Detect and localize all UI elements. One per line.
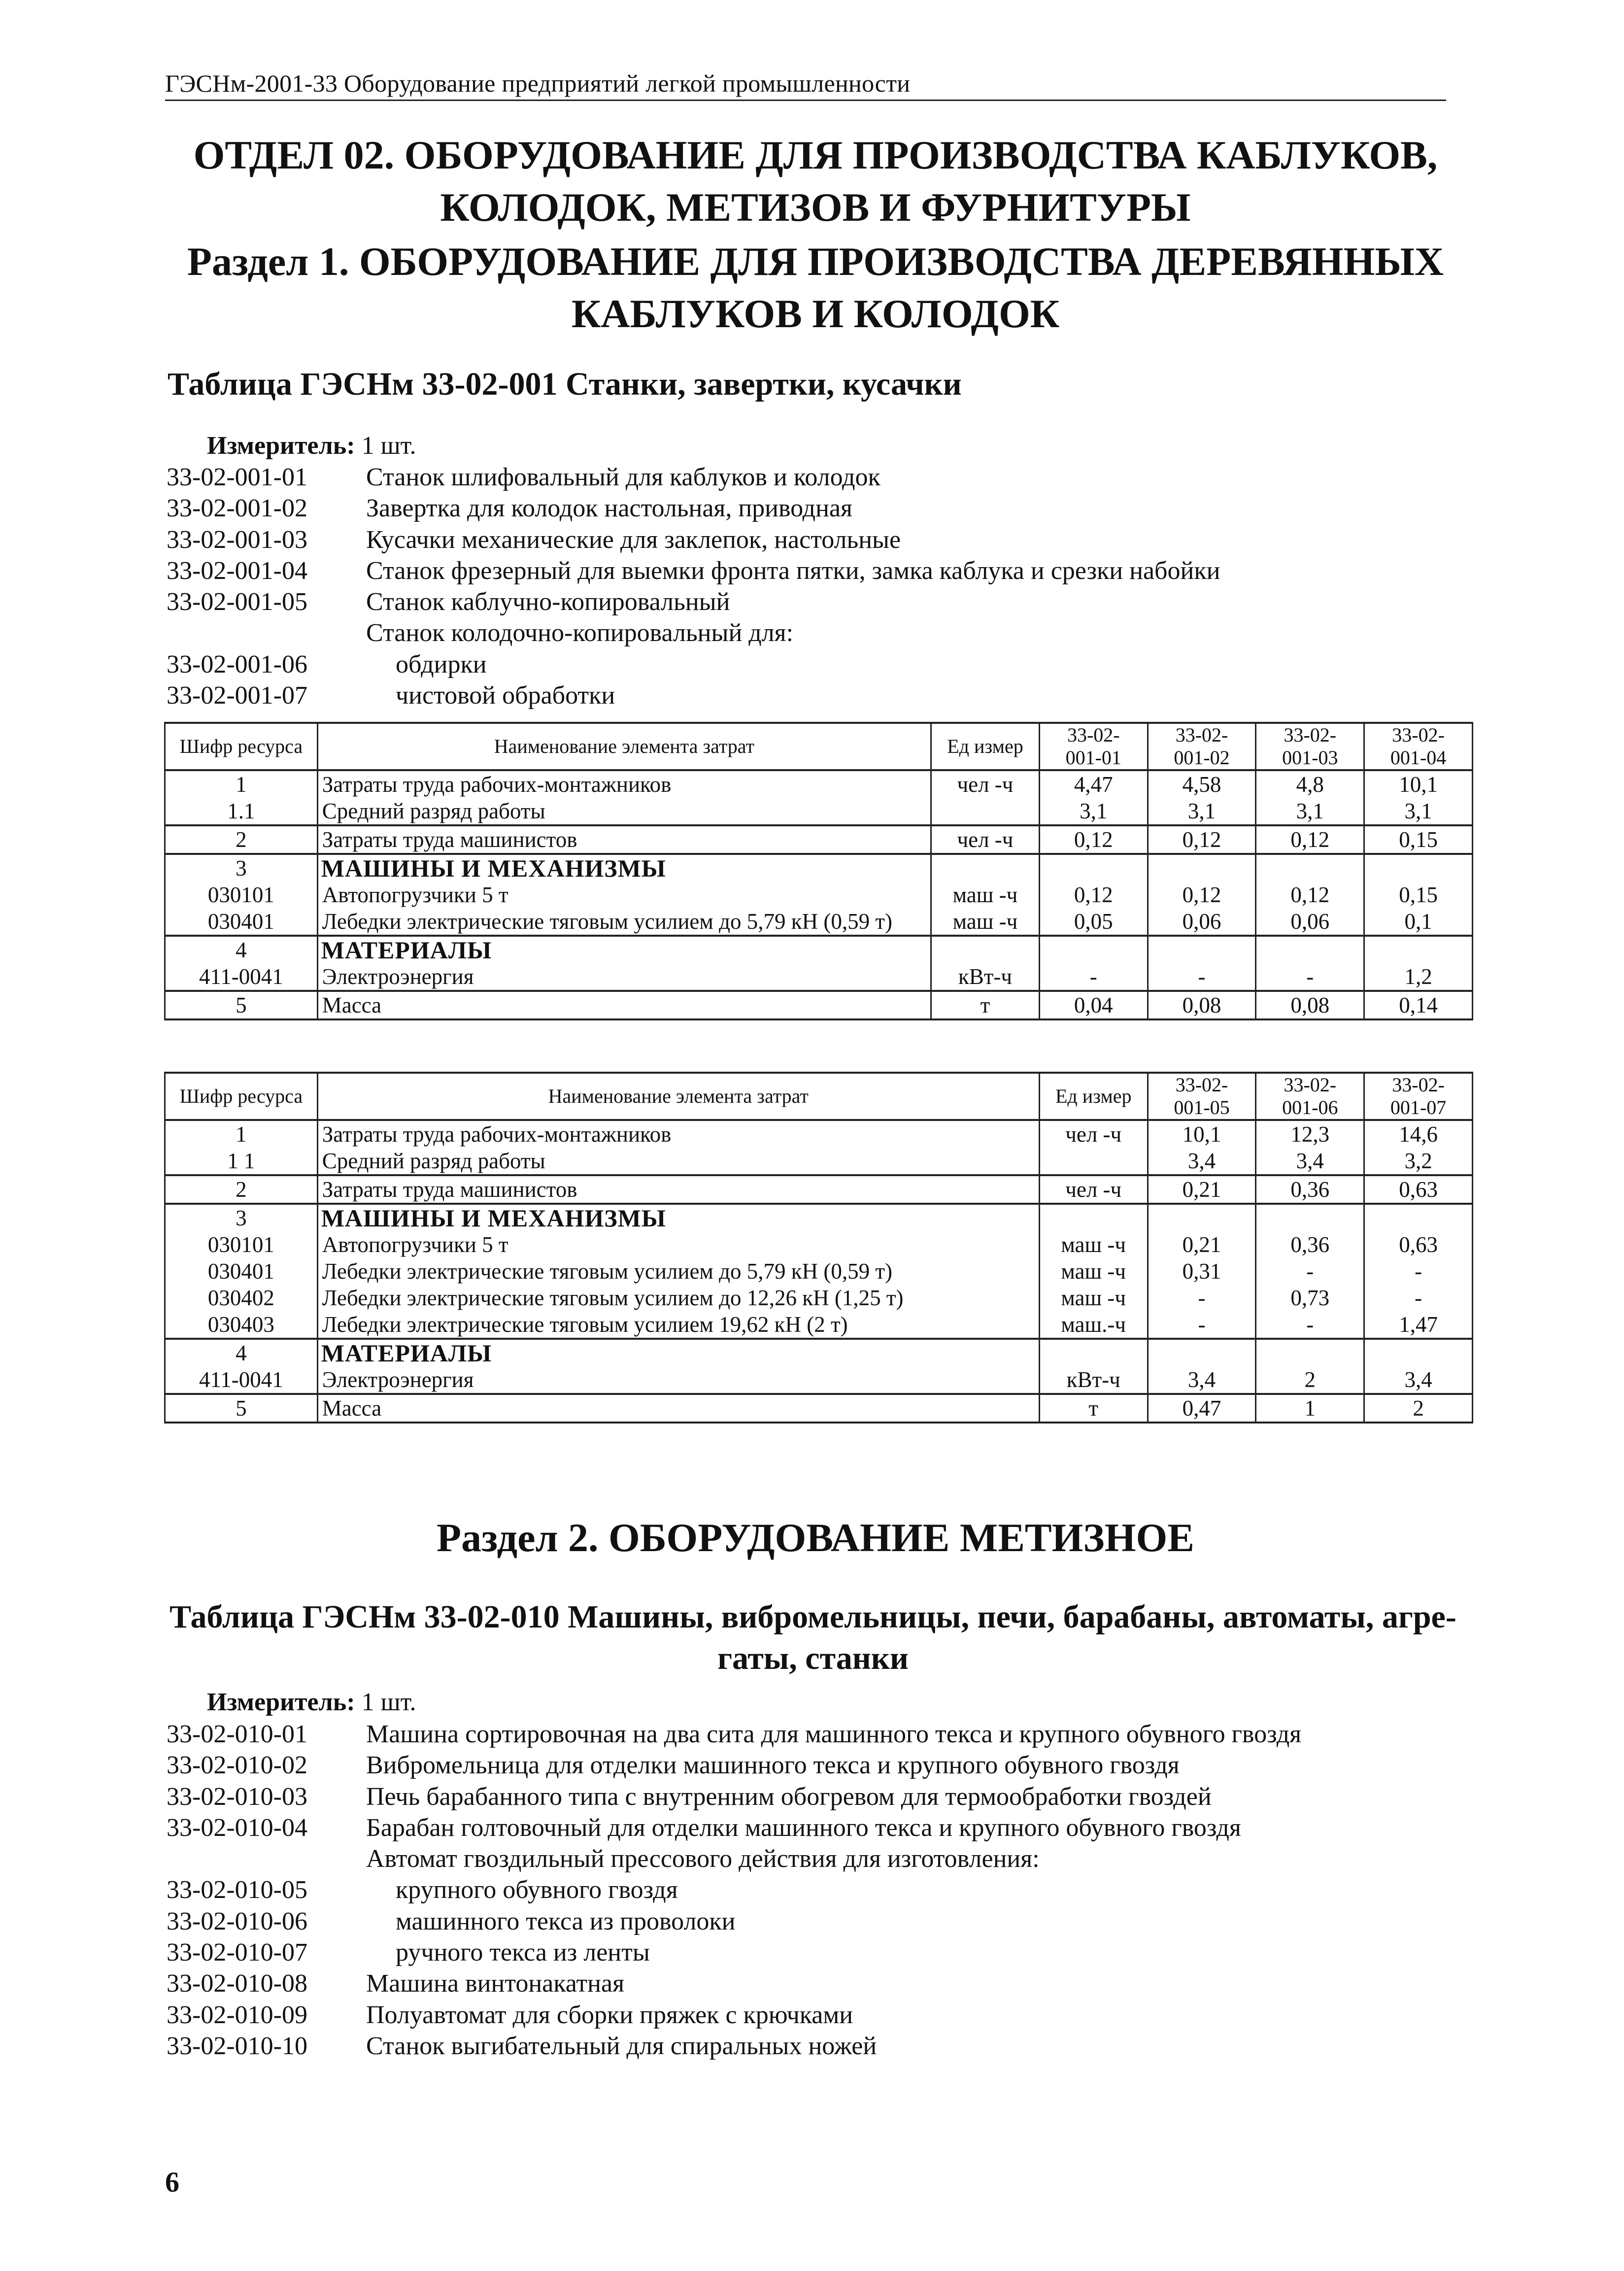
measure-label: Измеритель:: [207, 1688, 355, 1716]
cost-element-name: Затраты труда рабочих-монтажников: [317, 1120, 1039, 1148]
item-code: 33-02-010-05: [167, 1876, 307, 1904]
item-code: 33-02-001-07: [167, 681, 307, 710]
unit: т: [931, 991, 1040, 1019]
table-header-row: [165, 1073, 1473, 1120]
header-norm-code: [1148, 723, 1256, 770]
table-row: [165, 1258, 1473, 1285]
norm-value: 1,2: [1364, 963, 1473, 991]
resource-code: 4: [165, 936, 318, 963]
norm-value: -: [1364, 1285, 1473, 1311]
item-description: чистовой обработки: [396, 681, 615, 710]
table-row: [165, 854, 1473, 881]
norm-value: 0,36: [1256, 1231, 1364, 1258]
norm-value: [1148, 1204, 1256, 1231]
norm-value: 3,1: [1256, 798, 1364, 825]
cost-element-name: Электроэнергия: [317, 1366, 1039, 1394]
item-code: [167, 617, 366, 648]
unit: кВт-ч: [1039, 1366, 1148, 1394]
norm-value: 2: [1364, 1394, 1473, 1423]
header-norm-code-line: 33-02-: [1392, 1074, 1445, 1096]
cost-element-name: Лебедки электрические тяговым усилием до 12,26 кН (1,25 т): [317, 1285, 1039, 1311]
item-list-33-02-010: [167, 1719, 1301, 2062]
item-description: машинного текса из проволоки: [396, 1907, 736, 1935]
norm-value: 0,12: [1256, 881, 1364, 908]
list-item: [167, 524, 1220, 555]
norm-value: 12,3: [1256, 1120, 1364, 1148]
table-row: [165, 1175, 1473, 1204]
table-row: [165, 825, 1473, 854]
resource-code: 1.1: [165, 798, 318, 825]
table-row: [165, 908, 1473, 936]
resource-code: 4: [165, 1339, 318, 1366]
header-norm-code: [1039, 723, 1148, 770]
norm-value: 0,08: [1148, 991, 1256, 1019]
header-code: Шифр ресурса: [165, 723, 318, 770]
unit: [1039, 1204, 1148, 1231]
unit: маш -ч: [1039, 1231, 1148, 1258]
norm-value: -: [1256, 963, 1364, 991]
table-row: [165, 936, 1473, 963]
norm-value: 0,15: [1364, 825, 1473, 854]
unit: маш -ч: [1039, 1285, 1148, 1311]
norm-value: -: [1256, 1258, 1364, 1285]
norm-value: 10,1: [1148, 1120, 1256, 1148]
cost-element-name: Лебедки электрические тяговым усилием 19,62 кН (2 т): [317, 1311, 1039, 1339]
norm-value: 3,4: [1364, 1366, 1473, 1394]
norm-value: [1148, 936, 1256, 963]
norm-value: 0,63: [1364, 1231, 1473, 1258]
item-code: 33-02-010-04: [167, 1813, 307, 1842]
norms-table-2: [164, 1072, 1473, 1424]
table-header-row: [165, 723, 1473, 770]
header-norm-code-line: 33-02-: [1392, 724, 1445, 746]
norm-value: 3,4: [1148, 1148, 1256, 1175]
norm-value: [1256, 1204, 1364, 1231]
item-description: Станок колодочно-копировальный для:: [366, 619, 794, 647]
item-description: Кусачки механические для заклепок, настольные: [366, 525, 901, 554]
item-code: [167, 1843, 366, 1874]
cost-element-name: Затраты труда рабочих-монтажников: [317, 770, 931, 798]
table-row: [165, 1231, 1473, 1258]
item-code: 33-02-010-02: [167, 1751, 307, 1780]
norm-value: [1256, 854, 1364, 881]
norm-value: [1148, 1339, 1256, 1366]
resource-code: 1 1: [165, 1148, 318, 1175]
table-33-02-001-title: Таблица ГЭСНм 33-02-001 Станки, завертки, кусачки: [168, 366, 962, 402]
norm-value: 4,47: [1039, 770, 1148, 798]
cost-element-name: МАТЕРИАЛЫ: [317, 1339, 1039, 1366]
norm-value: 0,21: [1148, 1231, 1256, 1258]
cost-element-name: МАТЕРИАЛЫ: [317, 936, 931, 963]
list-item: [167, 1843, 1301, 1874]
norm-value: 4,8: [1256, 770, 1364, 798]
norm-value: 0,12: [1039, 881, 1148, 908]
norm-value: 3,1: [1039, 798, 1148, 825]
item-description: Станок шлифовальный для каблуков и колодок: [366, 463, 880, 491]
cost-element-name: Масса: [317, 1394, 1039, 1423]
unit: маш -ч: [931, 908, 1040, 936]
header-norm-code: [1256, 723, 1364, 770]
cost-element-name: Автопогрузчики 5 т: [317, 881, 931, 908]
unit: [931, 854, 1040, 881]
norm-value: 1,47: [1364, 1311, 1473, 1339]
item-description: Автомат гвоздильный прессового действия для изготовления:: [366, 1845, 1040, 1873]
item-code: 33-02-010-01: [167, 1720, 307, 1748]
resource-code: 5: [165, 1394, 318, 1423]
norm-value: [1039, 854, 1148, 881]
header-norm-code-line: 001-07: [1390, 1096, 1447, 1119]
cost-element-name: Лебедки электрические тяговым усилием до 5,79 кН (0,59 т): [317, 908, 931, 936]
table-row: [165, 1366, 1473, 1394]
item-description: Завертка для колодок настольная, приводная: [366, 494, 852, 523]
header-norm-code-line: 33-02-: [1284, 1074, 1337, 1096]
page-number: 6: [165, 2166, 179, 2198]
table-row: [165, 1394, 1473, 1423]
norm-value: [1364, 1339, 1473, 1366]
table-row: [165, 991, 1473, 1019]
table-row: [165, 1339, 1473, 1366]
norm-value: 0,12: [1148, 881, 1256, 908]
list-item: [167, 1781, 1301, 1812]
header-norm-code-line: 001-04: [1390, 746, 1447, 769]
resource-code: 3: [165, 854, 318, 881]
unit: маш.-ч: [1039, 1311, 1148, 1339]
norm-value: 3,1: [1148, 798, 1256, 825]
department-title-line-1: ОТДЕЛ 02. ОБОРУДОВАНИЕ ДЛЯ ПРОИЗВОДСТВА КАБЛУКОВ,: [193, 133, 1438, 177]
item-code: 33-02-001-01: [167, 463, 307, 491]
unit: кВт-ч: [931, 963, 1040, 991]
list-item: [167, 1750, 1301, 1781]
norm-value: [1039, 936, 1148, 963]
cost-element-name: Электроэнергия: [317, 963, 931, 991]
header-norm-code-line: 001-01: [1065, 746, 1121, 769]
norm-value: [1364, 936, 1473, 963]
item-description: крупного обувного гвоздя: [396, 1876, 678, 1904]
header-norm-code-line: 001-06: [1282, 1096, 1338, 1119]
item-code: 33-02-010-10: [167, 2032, 307, 2060]
header-name: Наименование элемента затрат: [317, 723, 931, 770]
item-code: 33-02-001-03: [167, 525, 307, 554]
norms-table-1: [164, 722, 1473, 1020]
section-2-title: Раздел 2. ОБОРУДОВАНИЕ МЕТИЗНОЕ: [437, 1515, 1194, 1560]
item-code: 33-02-001-04: [167, 556, 307, 585]
norm-value: 0,14: [1364, 991, 1473, 1019]
norm-value: [1364, 854, 1473, 881]
norm-value: 0,12: [1256, 825, 1364, 854]
unit: чел -ч: [931, 825, 1040, 854]
cost-element-name: Масса: [317, 991, 931, 1019]
item-description: Машина сортировочная на два сита для машинного текса и крупного обувного гвоздя: [366, 1720, 1302, 1748]
item-code: 33-02-010-07: [167, 1938, 307, 1967]
item-description: Машина винтонакатная: [366, 1969, 625, 1998]
list-item: [167, 2031, 1301, 2062]
norm-value: 0,1: [1364, 908, 1473, 936]
section-1-title: [165, 236, 1466, 340]
item-description: Станок каблучно-копировальный: [366, 588, 730, 616]
norm-value: 0,63: [1364, 1175, 1473, 1204]
norm-value: 2: [1256, 1366, 1364, 1394]
item-code: 33-02-010-03: [167, 1782, 307, 1811]
measure-label: Измеритель:: [207, 432, 355, 460]
norm-value: -: [1364, 1258, 1473, 1285]
item-code: 33-02-010-08: [167, 1969, 307, 1998]
header-norm-code: [1256, 1073, 1364, 1120]
norm-value: -: [1148, 1285, 1256, 1311]
table-row: [165, 1311, 1473, 1339]
norm-value: 1: [1256, 1394, 1364, 1423]
resource-code: 030101: [165, 1231, 318, 1258]
header-norm-code-line: 33-02-: [1175, 1074, 1228, 1096]
header-norm-code: [1364, 1073, 1473, 1120]
norm-value: 0,12: [1039, 825, 1148, 854]
header-norm-code: [1148, 1073, 1256, 1120]
department-title-line-2: КОЛОДОК, МЕТИЗОВ И ФУРНИТУРЫ: [440, 185, 1191, 230]
list-item: [167, 1719, 1301, 1750]
cost-element-name: Средний разряд работы: [317, 798, 931, 825]
norm-value: 0,31: [1148, 1258, 1256, 1285]
measure-line-1: [207, 431, 416, 460]
norm-value: 0,47: [1148, 1394, 1256, 1423]
list-item: [167, 1968, 1301, 1999]
norm-value: -: [1148, 963, 1256, 991]
header-norm-code-line: 33-02-: [1284, 724, 1337, 746]
table-row: [165, 1148, 1473, 1175]
norm-value: 0,73: [1256, 1285, 1364, 1311]
table-row: [165, 1285, 1473, 1311]
norm-value: -: [1039, 963, 1148, 991]
resource-code: 1: [165, 770, 318, 798]
unit: маш -ч: [931, 881, 1040, 908]
cost-element-name: МАШИНЫ И МЕХАНИЗМЫ: [317, 854, 931, 881]
list-item: [167, 680, 1220, 711]
norm-value: 0,06: [1148, 908, 1256, 936]
table-33-02-010-title: [168, 1596, 1458, 1679]
header-unit: Ед измер: [931, 723, 1040, 770]
item-description: Барабан голтовочный для отделки машинного текса и крупного обувного гвоздя: [366, 1813, 1241, 1842]
norm-value: 0,21: [1148, 1175, 1256, 1204]
header-norm-code: [1364, 723, 1473, 770]
norm-value: [1148, 854, 1256, 881]
norm-value: 0,12: [1148, 825, 1256, 854]
resource-code: 3: [165, 1204, 318, 1231]
norm-value: 0,08: [1256, 991, 1364, 1019]
header-code: Шифр ресурса: [165, 1073, 318, 1120]
norm-value: 10,1: [1364, 770, 1473, 798]
item-description: Печь барабанного типа с внутренним обогревом для термообработки гвоздей: [366, 1782, 1212, 1811]
list-item: [167, 462, 1220, 493]
norm-value: 3,4: [1148, 1366, 1256, 1394]
list-item: [167, 1937, 1301, 1968]
norm-value: 3,2: [1364, 1148, 1473, 1175]
table-33-02-010-title-line-1: Таблица ГЭСНм 33-02-010 Машины, вибромельницы, печи, барабаны, автоматы, агре-: [169, 1599, 1456, 1635]
item-description: Вибромельница для отделки машинного текса и крупного обувного гвоздя: [366, 1751, 1180, 1780]
unit: чел -ч: [1039, 1120, 1148, 1148]
running-header: ГЭСНм-2001-33 Оборудование предприятий легкой промышленности: [165, 69, 1446, 101]
item-description: обдирки: [396, 650, 487, 678]
cost-element-name: Затраты труда машинистов: [317, 1175, 1039, 1204]
norm-value: 0,36: [1256, 1175, 1364, 1204]
item-list-33-02-001: [167, 462, 1220, 711]
norm-value: [1256, 1339, 1364, 1366]
department-title: [165, 129, 1466, 234]
header-norm-code-line: 001-05: [1174, 1096, 1230, 1119]
list-item: [167, 555, 1220, 586]
table-row: [165, 770, 1473, 798]
header-unit: Ед измер: [1039, 1073, 1148, 1120]
list-item: [167, 1906, 1301, 1937]
cost-element-name: Лебедки электрические тяговым усилием до 5,79 кН (0,59 т): [317, 1258, 1039, 1285]
cost-element-name: Автопогрузчики 5 т: [317, 1231, 1039, 1258]
item-code: 33-02-001-05: [167, 588, 307, 616]
header-name: Наименование элемента затрат: [317, 1073, 1039, 1120]
table-row: [165, 798, 1473, 825]
resource-code: 030101: [165, 881, 318, 908]
norm-value: 0,04: [1039, 991, 1148, 1019]
list-item: [167, 1874, 1301, 1905]
unit: маш -ч: [1039, 1258, 1148, 1285]
cost-element-name: Средний разряд работы: [317, 1148, 1039, 1175]
list-item: [167, 617, 1220, 648]
table-row: [165, 1120, 1473, 1148]
unit: [1039, 1339, 1148, 1366]
norm-value: -: [1148, 1311, 1256, 1339]
header-norm-code-line: 33-02-: [1067, 724, 1120, 746]
unit: [931, 798, 1040, 825]
resource-code: 411-0041: [165, 963, 318, 991]
norm-value: 14,6: [1364, 1120, 1473, 1148]
measure-line-2: [207, 1688, 416, 1717]
list-item: [167, 493, 1220, 524]
item-code: 33-02-001-02: [167, 494, 307, 523]
unit: т: [1039, 1394, 1148, 1423]
list-item: [167, 649, 1220, 680]
norm-value: 0,06: [1256, 908, 1364, 936]
list-item: [167, 2000, 1301, 2031]
resource-code: 030403: [165, 1311, 318, 1339]
unit: чел -ч: [931, 770, 1040, 798]
resource-code: 030401: [165, 908, 318, 936]
item-description: Станок фрезерный для выемки фронта пятки, замка каблука и срезки набойки: [366, 556, 1220, 585]
item-description: Станок выгибательный для спиральных ножей: [366, 2032, 877, 2060]
table-row: [165, 1204, 1473, 1231]
item-code: 33-02-010-06: [167, 1907, 307, 1935]
norm-value: 4,58: [1148, 770, 1256, 798]
measure-value: 1 шт.: [361, 1688, 416, 1716]
unit: [1039, 1148, 1148, 1175]
list-item: [167, 586, 1220, 617]
item-code: 33-02-010-09: [167, 2000, 307, 2029]
item-description: ручного текса из ленты: [396, 1938, 650, 1967]
resource-code: 2: [165, 1175, 318, 1204]
cost-element-name: МАШИНЫ И МЕХАНИЗМЫ: [317, 1204, 1039, 1231]
resource-code: 030401: [165, 1258, 318, 1285]
item-code: 33-02-001-06: [167, 650, 307, 678]
norm-value: 3,4: [1256, 1148, 1364, 1175]
table-33-02-010-title-line-2: гаты, станки: [717, 1640, 909, 1676]
header-norm-code-line: 001-03: [1282, 746, 1338, 769]
resource-code: 030402: [165, 1285, 318, 1311]
table-row: [165, 881, 1473, 908]
item-description: Полуавтомат для сборки пряжек с крючками: [366, 2000, 853, 2029]
norm-value: [1256, 936, 1364, 963]
cost-element-name: Затраты труда машинистов: [317, 825, 931, 854]
norm-value: -: [1256, 1311, 1364, 1339]
resource-code: 1: [165, 1120, 318, 1148]
norm-value: 3,1: [1364, 798, 1473, 825]
section-1-title-line-1: Раздел 1. ОБОРУДОВАНИЕ ДЛЯ ПРОИЗВОДСТВА ДЕРЕВЯННЫХ: [187, 239, 1444, 284]
resource-code: 411-0041: [165, 1366, 318, 1394]
resource-code: 5: [165, 991, 318, 1019]
resource-code: 2: [165, 825, 318, 854]
unit: [931, 936, 1040, 963]
table-row: [165, 963, 1473, 991]
header-norm-code-line: 001-02: [1174, 746, 1230, 769]
norm-value: [1364, 1204, 1473, 1231]
measure-value: 1 шт.: [361, 432, 416, 460]
norm-value: 0,05: [1039, 908, 1148, 936]
header-norm-code-line: 33-02-: [1175, 724, 1228, 746]
norm-value: 0,15: [1364, 881, 1473, 908]
unit: чел -ч: [1039, 1175, 1148, 1204]
section-1-title-line-2: КАБЛУКОВ И КОЛОДОК: [571, 291, 1060, 336]
list-item: [167, 1812, 1301, 1843]
